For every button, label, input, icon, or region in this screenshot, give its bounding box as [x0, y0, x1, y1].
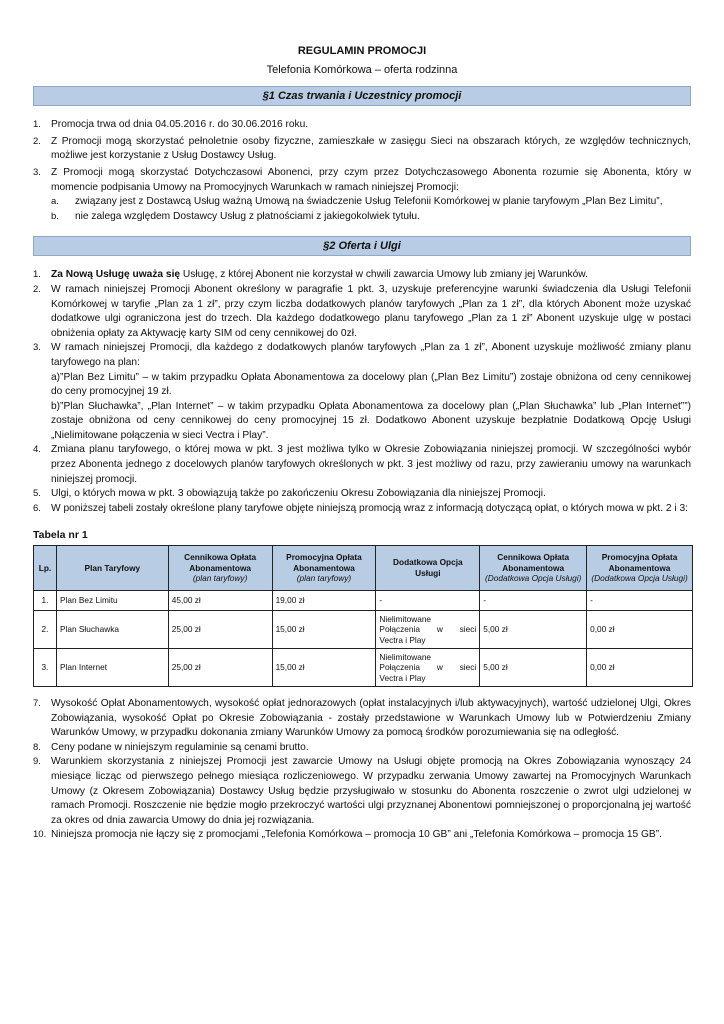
cell-cennikowa-opcja: - [480, 591, 587, 611]
sub-item-text: nie zalega względem Dostawcy Usług z płatnościami z jakiegokolwiek tytułu. [75, 210, 420, 222]
item-text: W poniższej tabeli zostały określone plany taryfowe objęte niniejszą promocją wraz z informacją dotyczącą opłat, o których mowa w pkt. 2 i 3: [51, 502, 689, 514]
item-number: 2. [33, 283, 41, 295]
list-item [33, 487, 691, 502]
sub-item-number: b. [51, 210, 59, 222]
cell-plan: Plan Bez Limitu [56, 591, 168, 611]
header-lp: Lp. [34, 546, 57, 591]
header-subtext: (Dodatkowa Opcja Usługi) [485, 573, 582, 584]
cell-lp: 3. [34, 649, 57, 687]
cell-cennikowa: 25,00 zł [168, 611, 272, 649]
section2-list-continued [33, 697, 691, 843]
opcja-line: Nielimitowane [379, 613, 432, 624]
item-bold-text: Za Nową Usługę uważa się [51, 269, 181, 281]
section1-heading: §1 Czas trwania i Uczestnicy promocji [33, 86, 691, 106]
sub-item [51, 210, 691, 225]
opcja-word: Połączenia [379, 662, 420, 673]
header-text: Promocyjna Opłata Abonamentowa [601, 552, 678, 573]
item-text: Ceny podane w niniejszym regulaminie są cenami brutto. [51, 741, 309, 753]
cell-cennikowa-opcja: 5,00 zł [480, 649, 587, 687]
document-title: REGULAMIN PROMOCJI [297, 45, 427, 57]
item-text: Wysokość Opłat Abonamentowych, wysokość opłat jednorazowych (opłat instalacyjnych i/lub aktywacyjnych), wartość udzielonej Ulgi, Okres Zobowiązania, wysokość Opłat po Okresie Zobowiązania - zostały przedstawione w Warunkach Umowy lub w Potwierdzeniu Zmiany Warunków Umowy, w przypadku dokonania zmiany Warunków Umowy za pomocą środków porozumiewania się na odległość. [51, 698, 691, 739]
item-number: 3. [33, 166, 41, 178]
header-promocyjna-opcja [587, 546, 693, 591]
item-paragraph: b)”Plan Słuchawka”, „Plan Internet” – w takim przypadku Opłata Abonamentowa za docelowy plan („Plan Słuchawka” lub „Plan Internet””) zostaje obniżona od ceny cennikowej do ceny promocyjnej 15 zł. Dodatkowo Abonent uzyskuje bezpłatnie Dodatkową Opcję Usługi „Nielimitowane połączenia w sieci Vectra i Play”. [51, 400, 691, 441]
list-item [33, 755, 691, 828]
cell-promocyjna-opcja: 0,00 zł [587, 611, 693, 649]
header-plan: Plan Taryfowy [56, 546, 168, 591]
list-item [33, 268, 691, 283]
header-subtext: (plan taryfowy) [192, 573, 248, 584]
cell-opcja [376, 649, 480, 687]
list-item [33, 443, 691, 487]
cell-cennikowa-opcja: 5,00 zł [480, 611, 587, 649]
list-item [33, 166, 691, 224]
tariff-table [33, 545, 693, 687]
item-text: Niniejsza promocja nie łączy się z promocjami „Telefonia Komórkowa – promocja 10 GB” ani „Telefonia Komórkowa – promocja 15 GB”. [51, 829, 662, 841]
header-subtext: (Dodatkowa Opcja Usługi) [591, 573, 688, 584]
opcja-line: Vectra i Play [379, 634, 426, 645]
header-text: Promocyjna Opłata Abonamentowa [286, 552, 362, 573]
item-number: 3. [33, 342, 41, 354]
section2-heading: §2 Oferta i Ulgi [33, 236, 691, 256]
opcja-word: w [436, 624, 443, 635]
item-text: Z Promocji mogą skorzystać Dotychczasowi Abonenci, przy czym przez Dotychczasowego Abonenta rozumie się Abonenta, który w momencie podpisania Umowy na Promocyjnych Warunkach w ramach niniejszej Promocji: [51, 166, 691, 193]
opcja-line: Nielimitowane [379, 651, 432, 662]
item-number: 5. [33, 488, 41, 500]
item-text: Ulgi, o których mowa w pkt. 3 obowiązują także po zakończeniu Okresu Zobowiązania dla niniejszej Promocji. [51, 488, 546, 500]
header-cennikowa [168, 546, 272, 591]
item-number: 7. [33, 698, 41, 710]
cell-promocyjna: 15,00 zł [272, 649, 376, 687]
opcja-line [379, 624, 476, 635]
header-cennikowa-opcja [480, 546, 587, 591]
cell-promocyjna: 15,00 zł [272, 611, 376, 649]
item-paragraph: a)”Plan Bez Limitu” – w takim przypadku Opłata Abonamentowa za docelowy plan („Plan Bez Limitu”) zostaje obniżona od ceny cennikowej do ceny promocyjnej 19 zł. [51, 371, 691, 398]
opcja-word: sieci [459, 624, 477, 635]
item-number: 1. [33, 119, 41, 131]
item-number: 6. [33, 502, 41, 514]
cell-promocyjna-opcja: - [587, 591, 693, 611]
list-item [33, 697, 691, 741]
table-row [34, 649, 693, 687]
opcja-word: Połączenia [379, 624, 420, 635]
sub-item-text: związany jest z Dostawcą Usług ważną Umową na świadczenie Usług Telefonii Komórkowej w planie taryfowym „Plan Bez Limitu”, [75, 196, 663, 208]
item-number: 8. [33, 741, 41, 753]
item-text: W ramach niniejszej Promocji, dla każdego z dodatkowych planów taryfowych „Plan za 1 zł”, Abonent uzyskuje możliwość zmiany planu taryfowego na plan: [51, 342, 691, 368]
document-page [33, 40, 691, 843]
item-text: Zmiana planu taryfowego, o której mowa w pkt. 3 jest możliwa tylko w Okresie Zobowiązania niniejszej promocji. W szczególności wybór przez Abonenta jednego z docelowych planów taryfowych określonych w pkt. 3 jest możliwy od razu, przy zawieraniu umowy na warunkach niniejszej promocji. [51, 444, 691, 485]
table-row [34, 611, 693, 649]
cell-cennikowa: 25,00 zł [168, 649, 272, 687]
header-promocyjna [272, 546, 376, 591]
cell-plan: Plan Słuchawka [56, 611, 168, 649]
item-text: Usługę, z której Abonent nie korzystał w chwili zawarcia Umowy lub zmiany jej Warunków. [180, 269, 588, 281]
document-subtitle: Telefonia Komórkowa – oferta rodzinna [266, 63, 458, 76]
item-number: 10. [33, 829, 47, 841]
item-number: 9. [33, 756, 41, 768]
header-text: Cennikowa Opłata Abonamentowa [184, 552, 257, 573]
list-item [33, 118, 691, 133]
item-number: 4. [33, 444, 41, 456]
cell-plan: Plan Internet [56, 649, 168, 687]
header-subtext: (plan taryfowy) [296, 573, 352, 584]
section2-list [33, 268, 691, 516]
item-number: 1. [33, 269, 41, 281]
opcja-word: w [436, 662, 443, 673]
cell-opcja: - [376, 591, 480, 611]
opcja-line [379, 662, 476, 673]
cell-cennikowa: 45,00 zł [168, 591, 272, 611]
list-item [33, 741, 691, 756]
header-opcja: Dodatkowa Opcja Usługi [376, 546, 480, 591]
item-number: 2. [33, 135, 41, 147]
opcja-word: sieci [459, 662, 477, 673]
sub-item [51, 195, 691, 210]
item-text: Promocja trwa od dnia 04.05.2016 r. do 30.06.2016 roku. [51, 119, 309, 131]
cell-promocyjna: 19,00 zł [272, 591, 376, 611]
item-text: W ramach niniejszej Promocji Abonent określony w paragrafie 1 pkt. 3, uzyskuje preferencyjne warunki świadczenia dla Usługi Telefonii Komórkowej w taryfie „Plan za 1 zł”, przy czym liczba dodatkowych planów taryfowych „Plan za 1 zł”, dla których Abonent może uzyskać dodatkowe ulgi ograniczona jest do trzech. Dla każdego dodatkowego planu taryfowego „Plan za 1 zł” Abonent uzyskuje ulgę w postaci obniżenia opłaty za Aktywację karty SIM od ceny cennikowej do 0zł. [51, 283, 691, 339]
item-text: Warunkiem skorzystania z niniejszej Promocji jest zawarcie Umowy na Usługi objęte promocją na Okres Zobowiązania wynoszący 24 miesiące licząc od pierwszego pełnego miesiąca rozliczeniowego. W przypadku zerwania Umowy zawartej na Promocyjnych Warunkach Umowy (z Okresem Zobowiązania) Dostawcy Usług będzie przysługiwało w stosunku do Abonenta roszczenie o zwrot ulgi udzielonej w ramach Promocji. Roszczenie nie będzie mogło przekroczyć wartości ulgi przyznanej Abonentowi pomniejszonej o proporcjonalną jej wartość za okres od dnia zawarcia Umowy do dnia jej rozwiązania. [51, 756, 691, 826]
cell-promocyjna-opcja: 0,00 zł [587, 649, 693, 687]
table-caption: Tabela nr 1 [33, 529, 88, 542]
cell-opcja [376, 611, 480, 649]
list-item [33, 502, 691, 517]
list-item [33, 341, 691, 443]
list-item [33, 828, 691, 843]
opcja-line: Vectra i Play [379, 672, 426, 683]
table-header-row [34, 546, 693, 591]
header-text: Cennikowa Opłata Abonamentowa [497, 552, 570, 573]
table-row [34, 591, 693, 611]
sub-item-number: a. [51, 196, 59, 208]
cell-lp: 1. [34, 591, 57, 611]
cell-lp: 2. [34, 611, 57, 649]
list-item [33, 135, 691, 164]
section1-list [33, 118, 691, 224]
list-item [33, 283, 691, 341]
item-text: Z Promocji mogą skorzystać pełnoletnie osoby fizyczne, zamieszkałe w zasięgu Sieci na obszarach których, ze względów technicznych, możliwe jest korzystanie z Usług Dostawcy Usług. [51, 135, 691, 162]
